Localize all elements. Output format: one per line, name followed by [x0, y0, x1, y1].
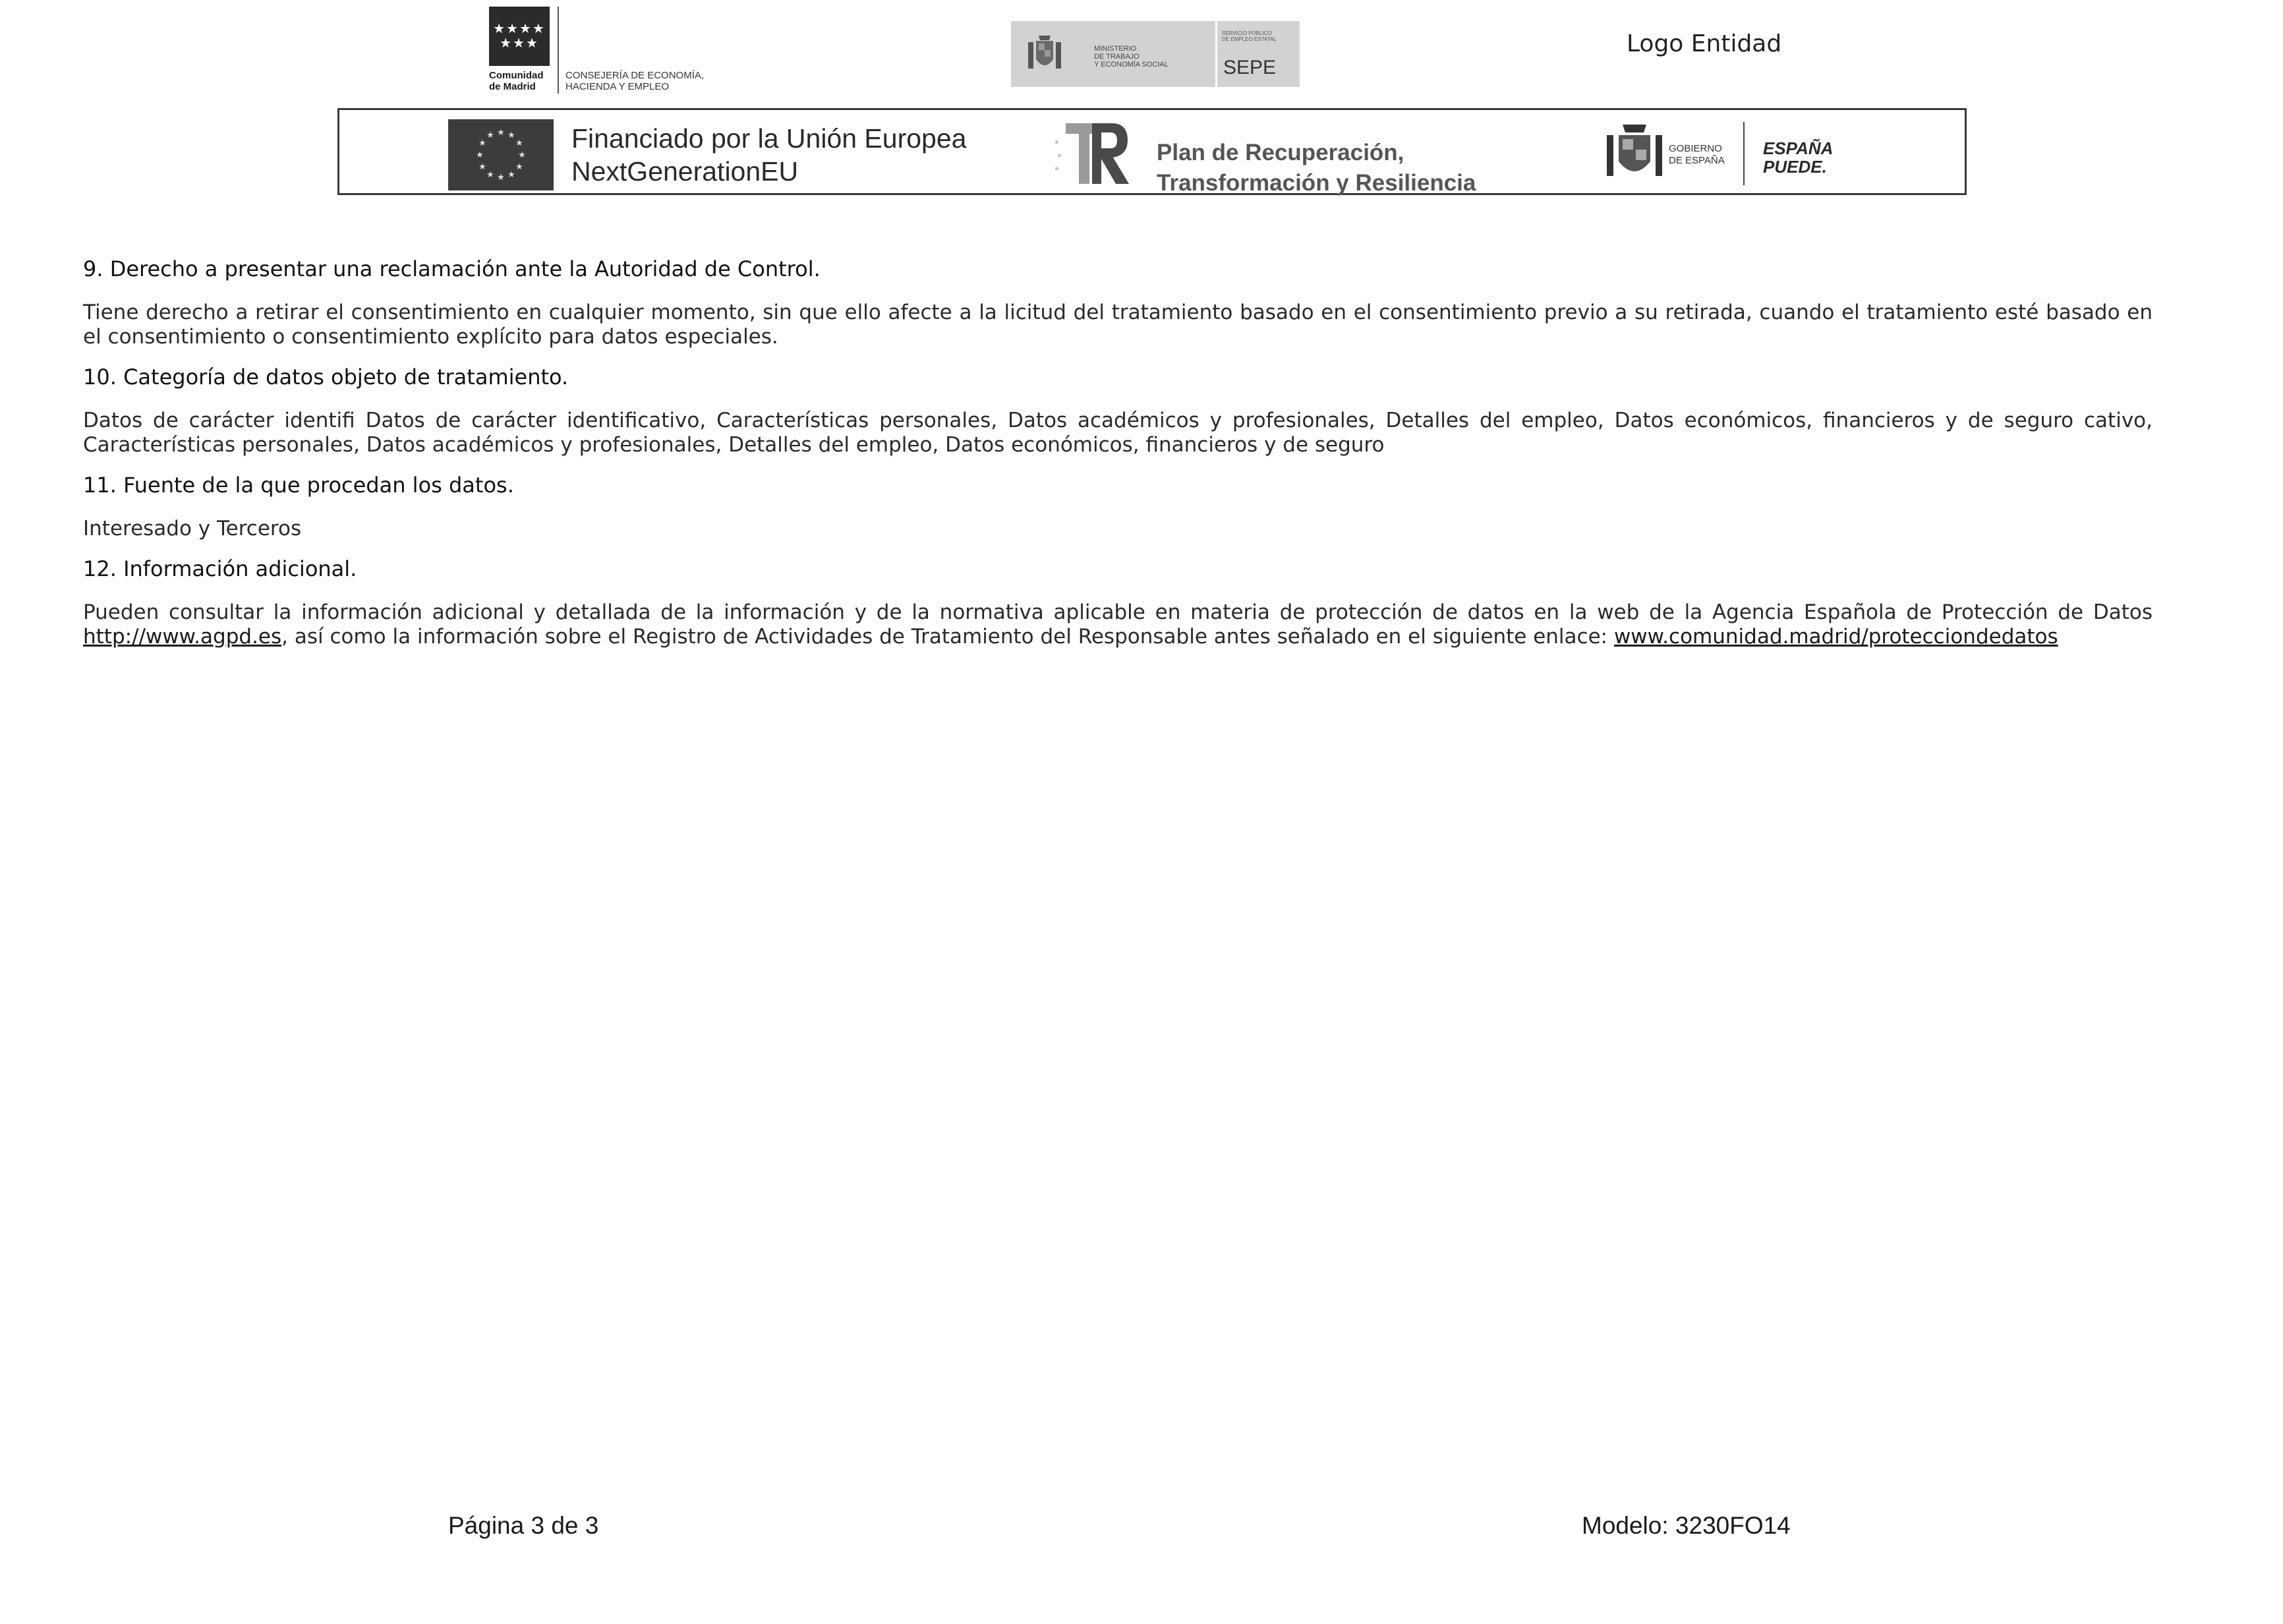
espana-puede-text: ESPAÑA PUEDE.	[1763, 138, 1834, 177]
svg-text:★: ★	[476, 150, 484, 160]
svg-text:★: ★	[515, 162, 523, 172]
gobierno-espana-text: GOBIERNO DE ESPAÑA	[1669, 143, 1725, 166]
svg-text:★: ★	[1054, 139, 1060, 146]
svg-text:★: ★	[518, 150, 526, 160]
agpd-link[interactable]: http://www.agpd.es	[83, 625, 282, 649]
recovery-plan-logo-icon	[1051, 118, 1130, 189]
eu-flag-icon	[448, 119, 554, 190]
comunidad-madrid-flag-icon: ★★★★ ★★★	[489, 7, 550, 66]
eu-funding-text: Financiado por la Unión Europea NextGenerationEU	[571, 123, 967, 187]
svg-text:★: ★	[507, 170, 515, 180]
section-body: Interesado y Terceros	[83, 517, 302, 540]
svg-text:★: ★	[486, 130, 494, 140]
svg-text:★: ★	[497, 173, 505, 183]
section-title: 9. Derecho a presentar una reclamación ante la Autoridad de Control.	[83, 256, 821, 281]
recovery-plan-text: Plan de Recuperación, Transformación y Resiliencia	[1157, 140, 1476, 196]
logo-entidad: Logo Entidad	[1627, 30, 1782, 57]
divider	[1743, 122, 1745, 185]
section-body: Tiene derecho a retirar el consentimiento en cualquier momento, sin que ello afecte a la licitud del tratamiento basado en el consentimiento previo a su retirada, cuando el tratamiento esté basado en el consentimiento o consentimiento explícito para datos especiales.	[83, 301, 2153, 349]
funding-banner	[337, 108, 1967, 195]
consejeria-name: CONSEJERÍA DE ECONOMÍA, HACIENDA Y EMPLEO	[565, 70, 705, 92]
svg-text:★: ★	[1054, 165, 1060, 173]
svg-text:★: ★	[478, 162, 486, 172]
comunidad-madrid-logo	[489, 7, 726, 96]
section-body: Pueden consultar la información adicional y detallada de la información y de la normativa aplicable en materia de protección de datos en la web de la Agencia Española de Protección de Datos http://www.agpd.es, así como la información sobre el Registro de Actividades de Tratamiento del Responsable antes señalado en el siguiente enlace: www.comunidad.madrid/protecciondedatos	[83, 600, 2153, 649]
gobierno-coat-of-arms-icon	[1602, 121, 1667, 187]
svg-text:★: ★	[1056, 152, 1062, 160]
proteccion-datos-link[interactable]: www.comunidad.madrid/protecciondedatos	[1613, 625, 2058, 649]
divider	[1215, 21, 1217, 87]
ministerio-name: MINISTERIO DE TRABAJO Y ECONOMÍA SOCIAL	[1094, 45, 1169, 69]
svg-text:★: ★	[507, 130, 515, 140]
section-title: 10. Categoría de datos objeto de tratamiento.	[83, 364, 569, 390]
servicio-publico-name: SERVICIO PÚBLICO DE EMPLEO ESTATAL	[1222, 30, 1277, 42]
svg-text:★: ★	[515, 138, 523, 148]
svg-text:★: ★	[497, 128, 505, 138]
sepe-logo	[1011, 21, 1300, 87]
spain-coat-of-arms-icon	[1024, 33, 1065, 75]
svg-text:★: ★	[486, 170, 494, 180]
section-body: Datos de carácter identifi Datos de carácter identificativo, Características personales, Datos académicos y profesionales, Detalles del empleo, Datos económicos, financieros y de seguro cativo, Características personales, Datos académicos y profesionales, Detalles del empleo, Datos económicos, financieros y de seguro	[83, 409, 2153, 457]
model-code: Modelo: 3230FO14	[1582, 1512, 1791, 1539]
page-number: Página 3 de 3	[448, 1512, 599, 1539]
svg-text:★: ★	[478, 138, 486, 148]
sepe-label: SEPE	[1223, 57, 1277, 78]
section-title: 12. Información adicional.	[83, 556, 357, 581]
document-content	[83, 256, 2153, 664]
comunidad-madrid-name: Comunidad de Madrid	[489, 70, 544, 92]
divider	[558, 7, 559, 94]
section-title: 11. Fuente de la que procedan los datos.	[83, 473, 514, 498]
